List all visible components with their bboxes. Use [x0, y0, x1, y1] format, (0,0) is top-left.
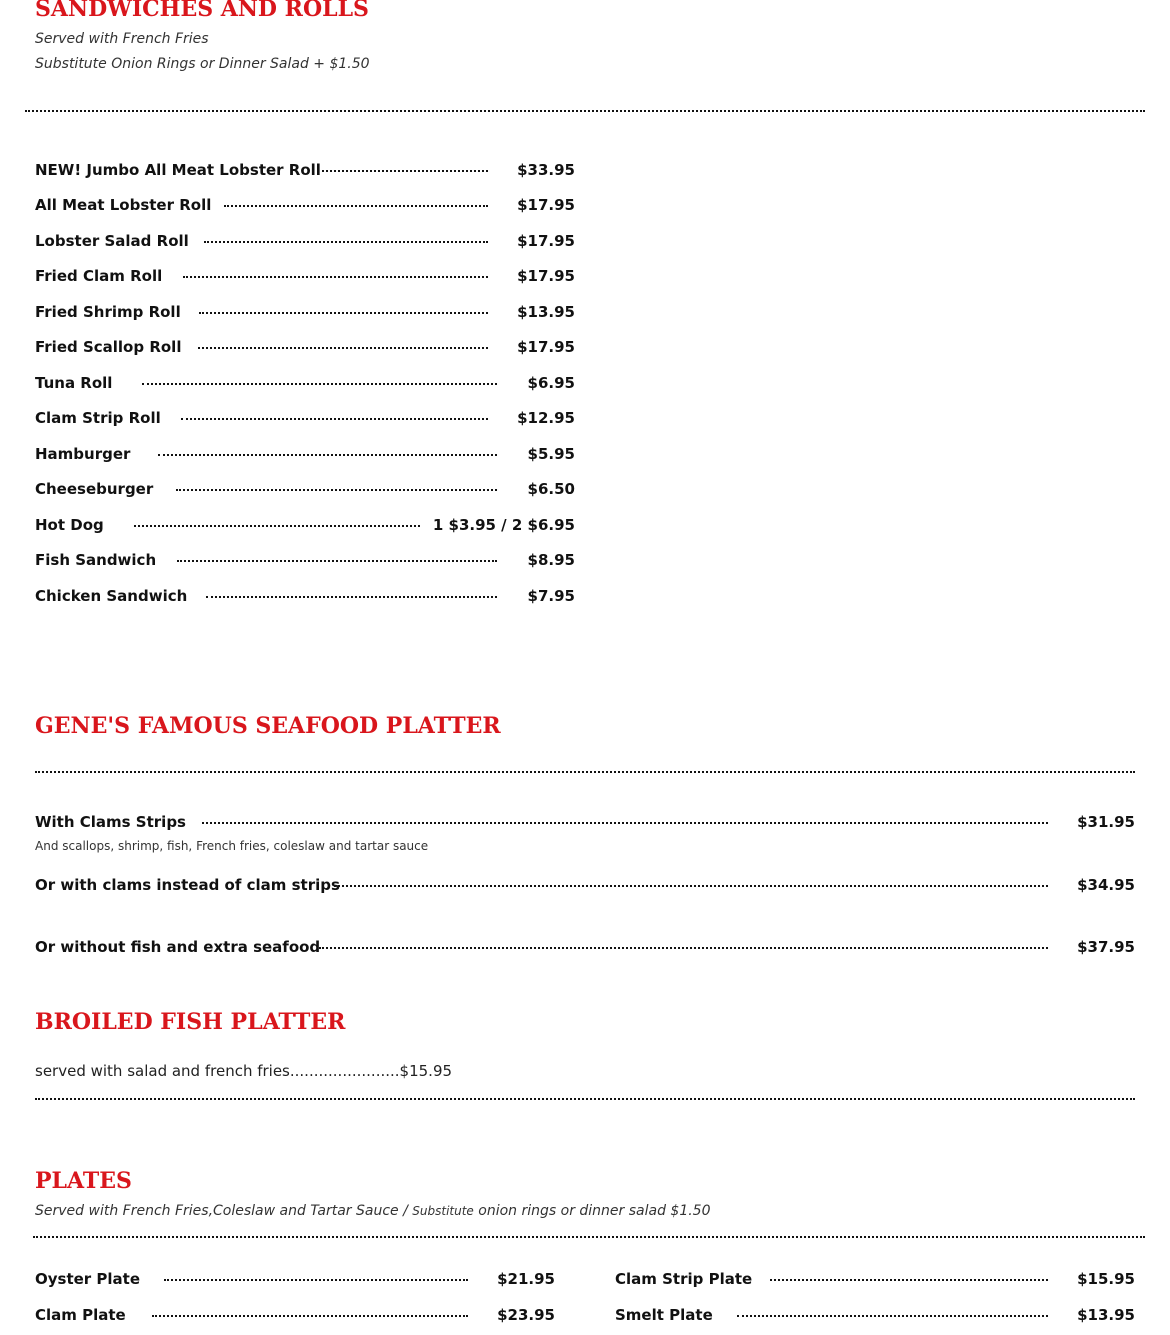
- menu-item: [35, 514, 575, 536]
- plates-subtitle-served: Served with French Fries,Coleslaw and Tartar Sauce /: [35, 1203, 413, 1219]
- plate-item: [35, 1268, 555, 1290]
- plates-subtitle-substitute: Substitute: [412, 1204, 474, 1218]
- dot-leader: [176, 489, 497, 491]
- menu-item-name: Fried Clam Roll: [35, 267, 163, 285]
- menu-item-price: $37.95: [1077, 938, 1135, 956]
- menu-item-price: $15.95: [1077, 1270, 1135, 1288]
- menu-item-price: $17.95: [517, 196, 575, 214]
- menu-item-price: $17.95: [517, 338, 575, 356]
- seafood-platter-heading: GENE'S FAMOUS SEAFOOD PLATTER: [35, 713, 501, 739]
- sandwiches-heading: SANDWICHES AND ROLLS: [35, 0, 369, 22]
- plates-subtitle-options: onion rings or dinner salad $1.50: [473, 1203, 711, 1219]
- dot-leader: [142, 383, 497, 385]
- dot-leader: [152, 1315, 468, 1317]
- platter-description: And scallops, shrimp, fish, French fries, coleslaw and tartar sauce: [35, 839, 429, 853]
- menu-item-name: Smelt Plate: [615, 1306, 713, 1324]
- menu-item-price: $13.95: [1077, 1306, 1135, 1324]
- dot-leader: [181, 418, 488, 420]
- menu-item-name: Cheeseburger: [35, 480, 154, 498]
- dot-leader: [198, 347, 488, 349]
- plate-item: [615, 1304, 1135, 1326]
- menu-item-price: $12.95: [517, 409, 575, 427]
- dot-leader: [183, 276, 488, 278]
- menu-item-name: Clam Plate: [35, 1306, 126, 1324]
- menu-item-name: NEW! Jumbo All Meat Lobster Roll: [35, 161, 321, 179]
- dot-leader: [770, 1279, 1048, 1281]
- menu-item: [35, 407, 575, 429]
- plates-subtitle: [35, 1202, 711, 1220]
- dot-leader: [317, 170, 488, 172]
- platter-item: [35, 811, 1135, 833]
- menu-item-name: Fried Scallop Roll: [35, 338, 182, 356]
- platter-item: [35, 936, 1135, 958]
- menu-item: [35, 194, 575, 216]
- dot-leader: [177, 560, 497, 562]
- dot-leader: [319, 947, 1048, 949]
- menu-item-price: $8.95: [527, 551, 575, 569]
- menu-item: [35, 301, 575, 323]
- menu-item-name: Or without fish and extra seafood: [35, 938, 321, 956]
- menu-item-name: Or with clams instead of clam strips: [35, 876, 340, 894]
- dot-leader: [164, 1279, 468, 1281]
- menu-item-name: Hot Dog: [35, 516, 104, 534]
- menu-item-price: $6.50: [527, 480, 575, 498]
- menu-item-price: $21.95: [497, 1270, 555, 1288]
- menu-item-name: With Clams Strips: [35, 813, 186, 831]
- broiled-fish-description: served with salad and french fries.......................$15.95: [35, 1062, 453, 1080]
- menu-item-price: $13.95: [517, 303, 575, 321]
- menu-item-name: Fried Shrimp Roll: [35, 303, 181, 321]
- dot-leader: [737, 1315, 1048, 1317]
- menu-item: [35, 230, 575, 252]
- dot-leader: [224, 205, 488, 207]
- menu-item-name: Tuna Roll: [35, 374, 113, 392]
- plates-heading: PLATES: [35, 1168, 132, 1194]
- dot-leader: [334, 885, 1048, 887]
- menu-item: [35, 336, 575, 358]
- dot-leader: [204, 241, 488, 243]
- section-divider: [35, 1098, 1135, 1100]
- menu-item-name: Clam Strip Plate: [615, 1270, 753, 1288]
- menu-item-price: 1 $3.95 / 2 $6.95: [432, 516, 575, 534]
- menu-item: [35, 549, 575, 571]
- menu-item-price: $23.95: [497, 1306, 555, 1324]
- menu-item-price: $5.95: [527, 445, 575, 463]
- dot-leader: [206, 596, 497, 598]
- menu-item-name: Fish Sandwich: [35, 551, 157, 569]
- menu-item: [35, 372, 575, 394]
- menu-item: [35, 585, 575, 607]
- menu-item: [35, 265, 575, 287]
- menu-item-name: Clam Strip Roll: [35, 409, 161, 427]
- sandwiches-subtitle-fries: Served with French Fries: [35, 31, 209, 47]
- menu-item-name: All Meat Lobster Roll: [35, 196, 212, 214]
- menu-item-price: $7.95: [527, 587, 575, 605]
- menu-item: [35, 443, 575, 465]
- menu-item-name: Lobster Salad Roll: [35, 232, 189, 250]
- menu-item-name: Oyster Plate: [35, 1270, 141, 1288]
- menu-item: [35, 478, 575, 500]
- plate-item: [35, 1304, 555, 1326]
- menu-item-price: $31.95: [1077, 813, 1135, 831]
- menu-item-name: Hamburger: [35, 445, 131, 463]
- plate-item: [615, 1268, 1135, 1290]
- menu-item-name: Chicken Sandwich: [35, 587, 188, 605]
- menu-item-price: $17.95: [517, 232, 575, 250]
- menu-item-price: $33.95: [517, 161, 575, 179]
- dot-leader: [158, 454, 497, 456]
- menu-item-price: $34.95: [1077, 876, 1135, 894]
- platter-item: [35, 874, 1135, 896]
- menu-item-price: $17.95: [517, 267, 575, 285]
- section-divider: [33, 1236, 1145, 1238]
- broiled-fish-heading: BROILED FISH PLATTER: [35, 1009, 346, 1035]
- section-divider: [25, 110, 1145, 112]
- dot-leader: [202, 822, 1048, 824]
- sandwiches-subtitle-substitute: Substitute Onion Rings or Dinner Salad + $1.50: [35, 56, 370, 72]
- dot-leader: [134, 525, 420, 527]
- dot-leader: [199, 312, 488, 314]
- section-divider: [35, 771, 1135, 773]
- menu-item-price: $6.95: [527, 374, 575, 392]
- menu-item: [35, 159, 575, 181]
